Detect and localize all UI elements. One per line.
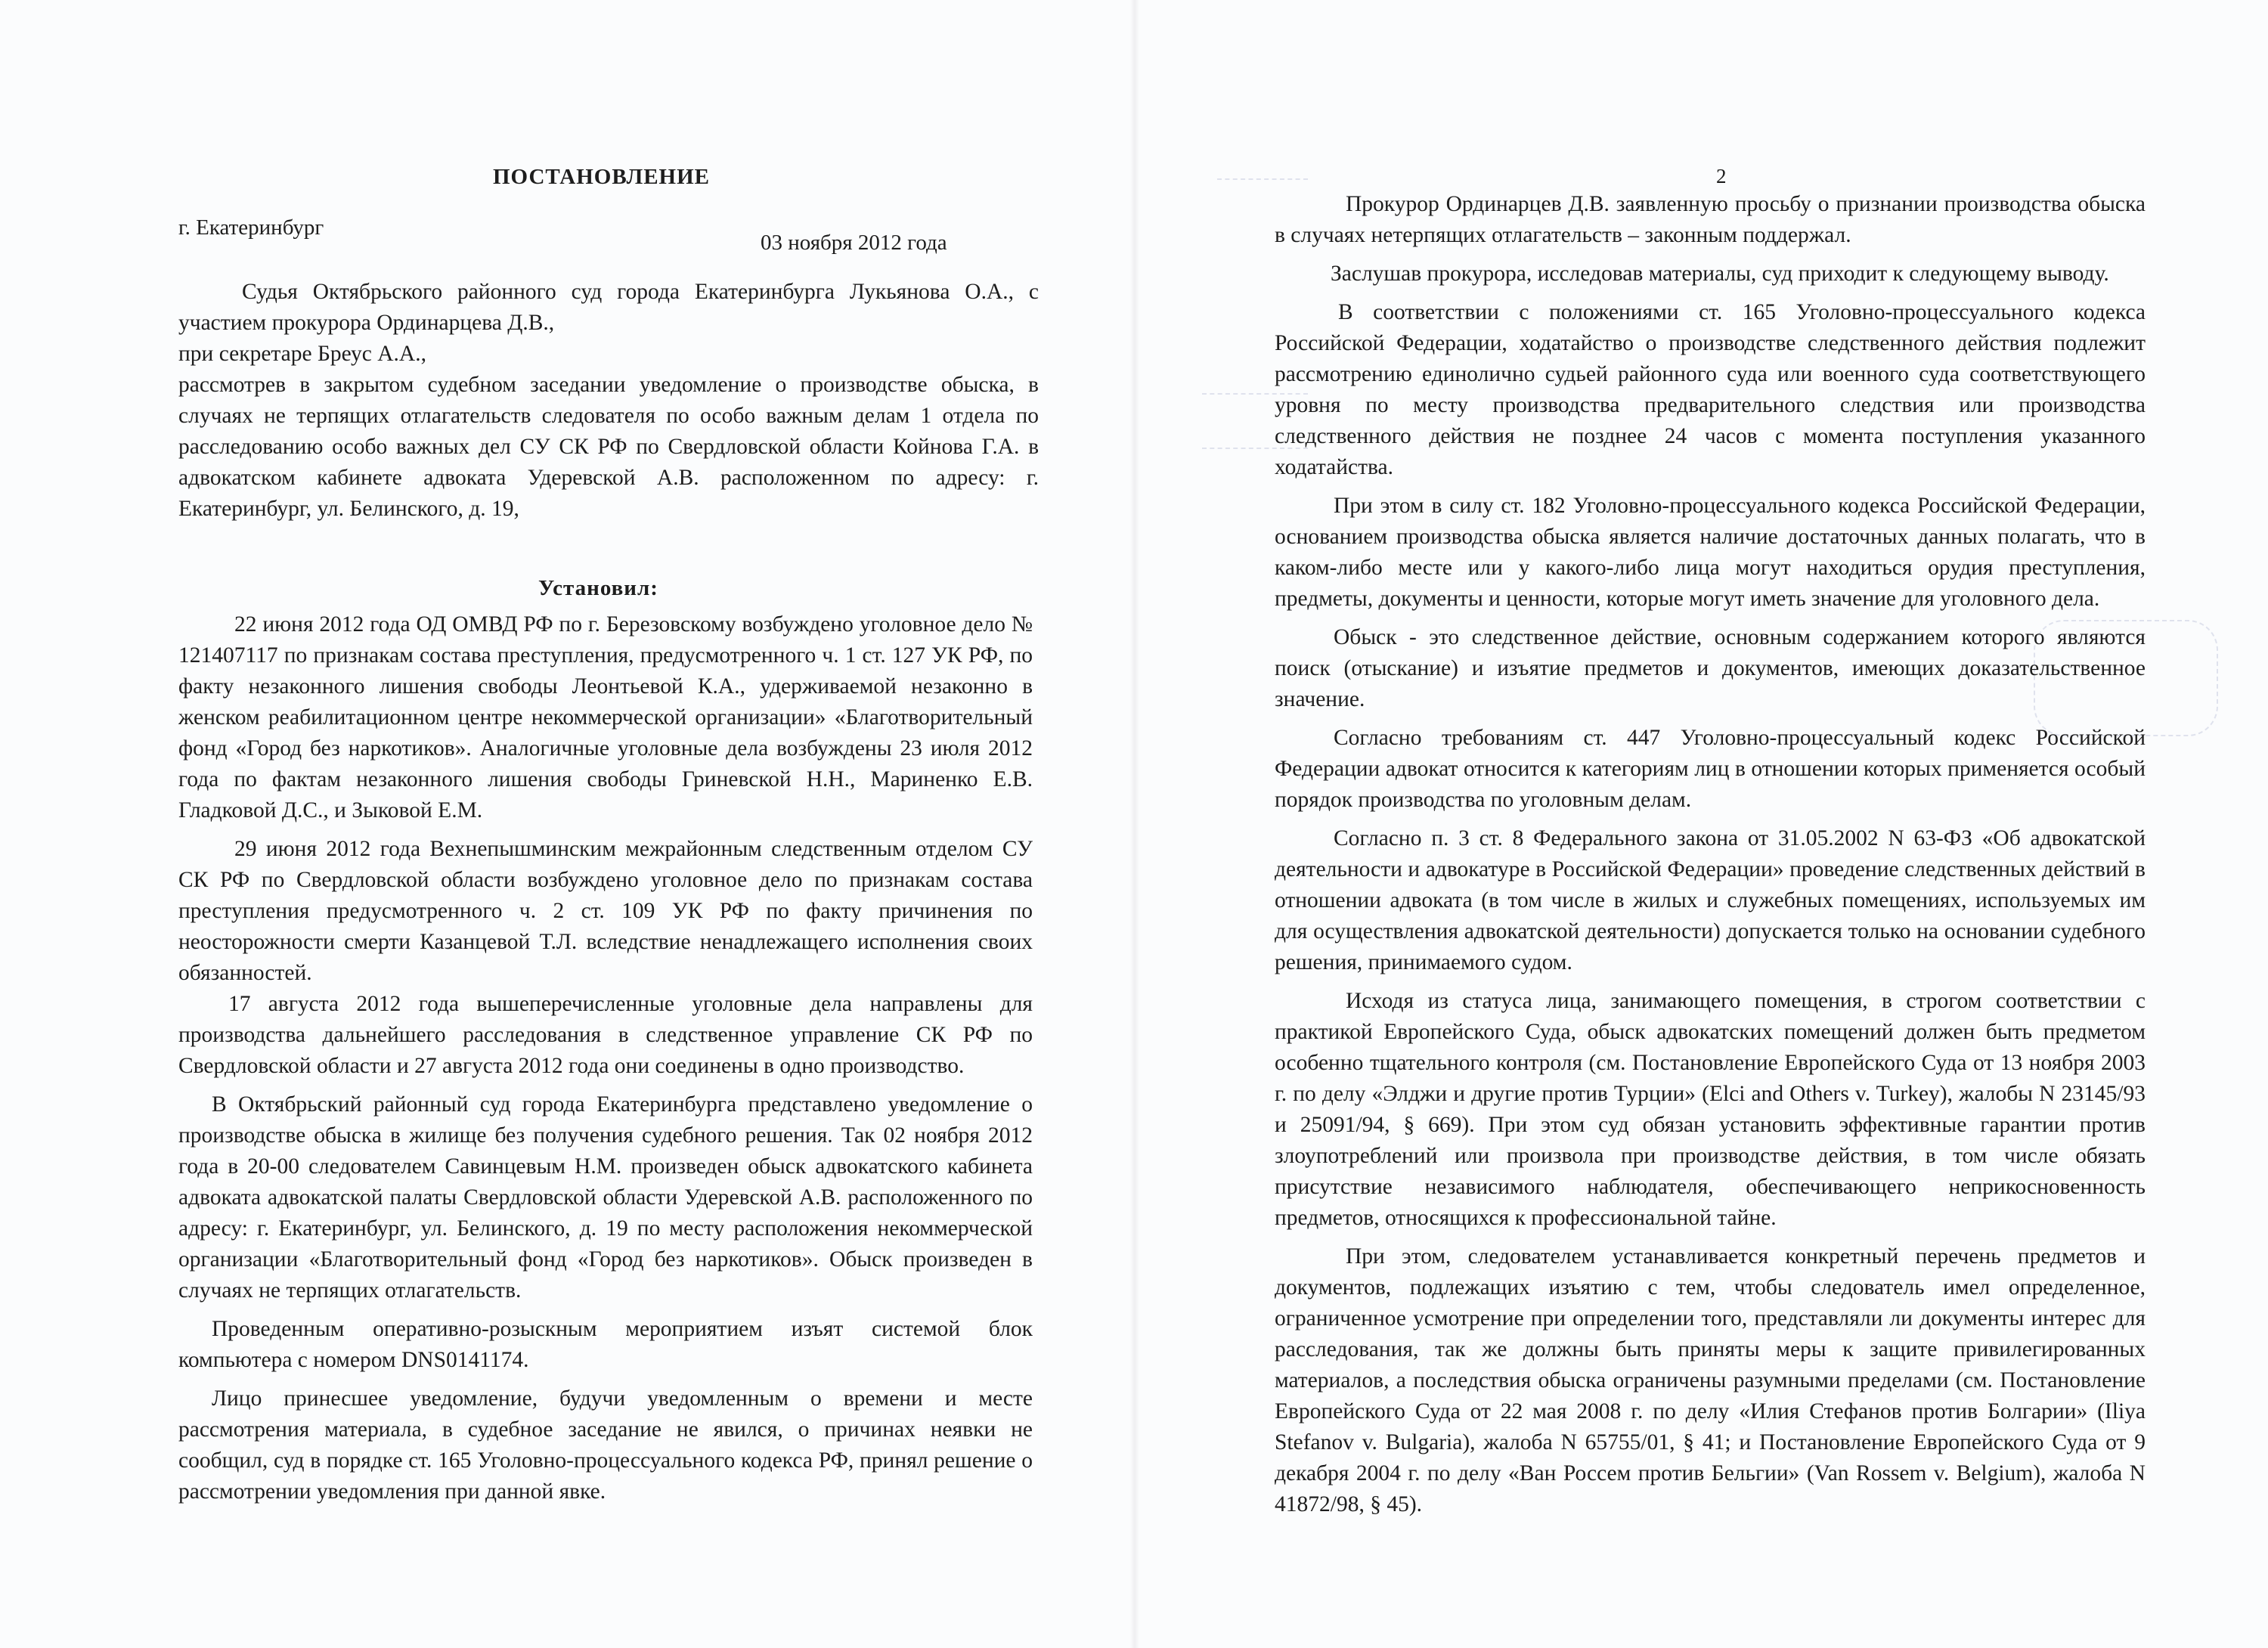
right-body (1275, 189, 2146, 1520)
document-date: 03 ноября 2012 года (761, 231, 947, 255)
intro-block (178, 277, 1039, 525)
body-paragraph: Заслушав прокурора, исследовав материалы, суд приходит к следующему выводу. (1331, 262, 2109, 286)
body-paragraph: Обыск - это следственное действие, основным содержанием которого являются поиск (отыскание) и изъятие предметов и документов, имеющих доказательственное значение. (1275, 625, 2146, 711)
body-paragraph: 17 августа 2012 года вышеперечисленные уголовные дела направлены для производства дальнейшего расследования в следственное управление СК РФ по Свердловской области и 27 августа 2012 года они соединены в одно производство. (178, 992, 1033, 1078)
page-number: 2 (1716, 165, 1727, 187)
body-paragraph: Лицо принесшее уведомление, будучи уведомленным о времени и месте рассмотрения материала, в судебное заседание не явился, о причинах неявки не сообщил, суд в порядке ст. 165 Уголовно-процессуального кодекса РФ, принял решение о рассмотрении уведомления при данной явке. (178, 1386, 1033, 1504)
intro-paragraph: рассмотрев в закрытом судебном заседании уведомление о производстве обыска, в случаях не терпящих отлагательств следователя по особо важным делам 1 отдела по расследованию особо важных дел СУ СК РФ по Свердловской области Койнова Г.А. в адвокатском кабинете адвоката Удеревской А.В. расположенном по адресу: г. Екатеринбург, ул. Белинского, д. 19, (178, 373, 1039, 521)
body-paragraph: В Октябрьский районный суд города Екатеринбурга представлено уведомление о производстве обыска в жилище без получения судебного решения. Так 02 ноября 2012 года в 20-00 следователем Савинцевым Н.М. произведен обыск адвокатского кабинета адвоката адвокатской палаты Свердловской области Удеревской А.В. расположенного по адресу: г. Екатеринбург, ул. Белинского, д. 19 по месту расположения некоммерческой организации «Благотворительный фонд «Город без наркотиков». Обыск произведен в случаях не терпящих отлагательств. (178, 1092, 1033, 1303)
body-paragraph: При этом, следователем устанавливается конкретный перечень предметов и документов, подлежащих изъятию с тем, чтобы следователь имел определенное, ограниченное усмотрение при определении того, представляли ли документы интерес для расследования, так же должны быть приняты меры к защите привилегированных материалов, а последствия обыска ограничены разумными пределами (см. Постановление Европейского Суда от 22 мая 2008 г. по делу «Илия Стефанов против Болгарии» (Iliya Stefanov v. Bulgaria), жалоба N 65755/01, § 41; и Постановление Европейского Суда от 9 декабря 2004 г. по делу «Ван Россем против Бельгии» (Van Rossem v. Belgium), жалоба N 41872/98, § 45). (1275, 1244, 2146, 1516)
body-paragraph: Исходя из статуса лица, занимающего помещения, в строгом соответствии с практикой Европейского Суда, обыск адвокатских помещений должен быть предметом особенно тщательного контроля (см. Постановление Европейского Суда от 13 ноября 2003 г. по делу «Элджи и другие против Турции» (Elci and Others v. Turkey), жалобы N 23145/93 и 25091/94, § 669). При этом суд обязан установить эффективные гарантии против злоупотреблений или произвола при производстве действия, в том числе обязать присутствие независимого наблюдателя, обеспечивающего неприкосновенность предметов, относящихся к профессиональной тайне. (1275, 989, 2146, 1230)
body-paragraph: Проведенным оперативно-розыскным мероприятием изъят системой блок компьютера с номером DNS0141174. (178, 1317, 1033, 1372)
body-paragraph: 29 июня 2012 года Вехнепышминским межрайонным следственным отделом СУ СК РФ по Свердловской области возбуждено уголовное дело по признакам состава преступления предусмотренного ч. 2 ст. 109 УК РФ по факту причинения по неосторожности смерти Казанцевой Т.Л. вследствие ненадлежащего исполнения своих обязанностей. (178, 837, 1033, 985)
body-paragraph: Согласно требованиям ст. 447 Уголовно-процессуальный кодекс Российской Федерации адвокат относится к категориям лиц в отношении которых применяется особый порядок производства по уголовным делам. (1275, 726, 2146, 812)
right-page (1134, 0, 2268, 1648)
section-title: Установил: (538, 576, 658, 600)
body-paragraph: Согласно п. 3 ст. 8 Федерального закона от 31.05.2002 N 63-ФЗ «Об адвокатской деятельности и адвокатуре в Российской Федерации» проведение следственных действий в отношении адвоката (в том числе в жилых и служебных помещениях, используемых им для осуществления адвокатской деятельности) допускается только на основании судебного решения, принимаемого судом. (1275, 826, 2146, 974)
document-city: г. Екатеринбург (178, 215, 324, 240)
intro-paragraph: при секретаре Бреус А.А., (178, 342, 426, 366)
document-title: ПОСТАНОВЛЕНИЕ (493, 165, 711, 189)
left-body (178, 609, 1033, 1507)
bleed-through-mark (1217, 178, 1308, 189)
body-paragraph: В соответствии с положениями ст. 165 Уголовно-процессуального кодекса Российской Федерации, ходатайство о производстве следственного действия подлежит рассмотрению единолично судьей районного суда или военного суда соответствующего уровня по месту производства предварительного следствия или производства следственного действия не позднее 24 часов с момента поступления указанного ходатайства. (1275, 300, 2146, 479)
body-paragraph: При этом в силу ст. 182 Уголовно-процессуального кодекса Российской Федерации, основанием производства обыска является наличие достаточных данных полагать, что в каком-либо месте или у какого-либо лица могут находиться орудия преступления, предметы, документы и ценности, которые могут иметь значение для уголовного дела. (1275, 494, 2146, 611)
body-paragraph: Прокурор Ординарцев Д.В. заявленную просьбу о признании производства обыска в случаях нетерпящих отлагательств – законным поддержал. (1275, 192, 2146, 247)
intro-paragraph: Судья Октябрьского районного суд города Екатеринбурга Лукьянова О.А., с участием прокурора Ординарцева Д.В., (178, 280, 1039, 335)
body-paragraph: 22 июня 2012 года ОД ОМВД РФ по г. Березовскому возбуждено уголовное дело № 121407117 по признакам состава преступления, предусмотренного ч. 1 ст. 127 УК РФ, по факту незаконного лишения свободы Леонтьевой К.А., удерживаемой незаконно в женском реабилитационном центре некоммерческой организации» «Благотворительный фонд «Город без наркотиков». Аналогичные уголовные дела возбуждены 23 июля 2012 года по фактам незаконного лишения свободы Гриневской Н.Н., Мариненко Е.В. Гладковой Д.С., и Зыковой Е.М. (178, 612, 1033, 822)
